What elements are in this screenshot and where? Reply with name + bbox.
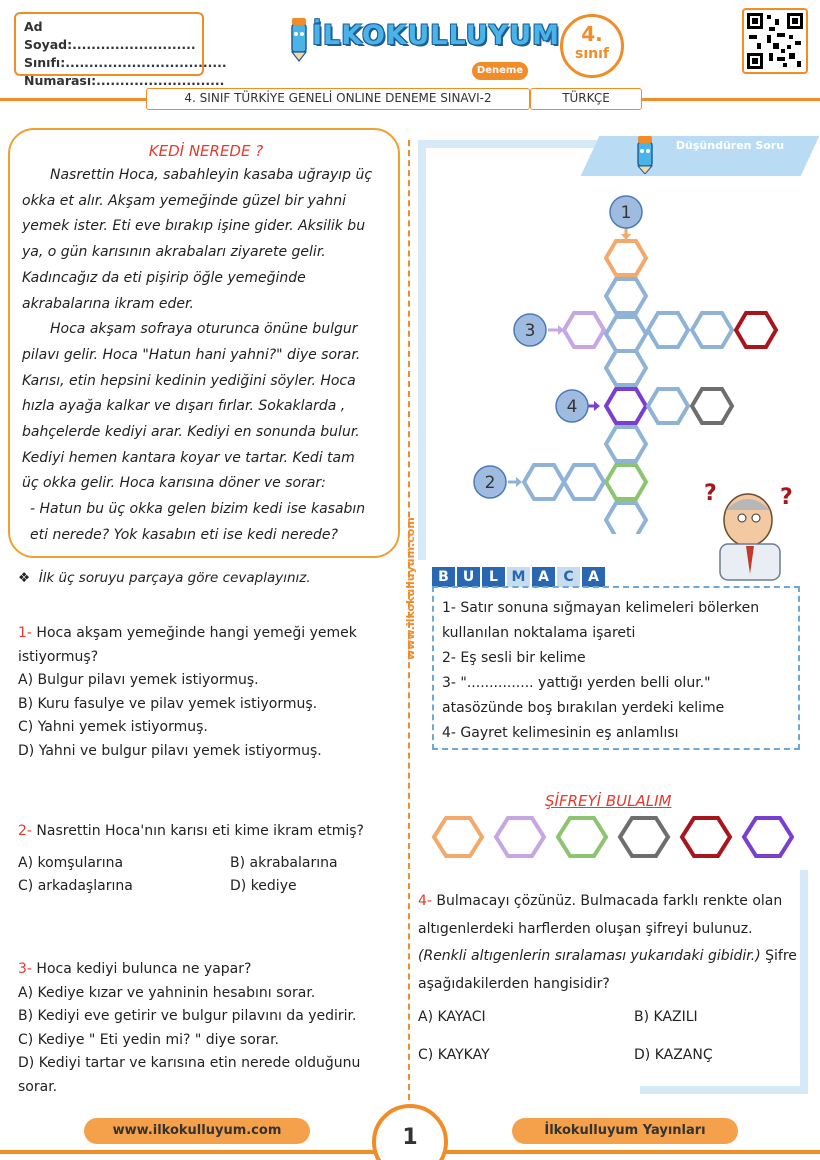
hexagon-cell	[496, 818, 544, 856]
frame-decoration	[640, 1086, 808, 1094]
footer-site-link[interactable]: www.ilkokulluyum.com	[84, 1118, 310, 1144]
option-d[interactable]: D) kediye	[230, 878, 297, 894]
hexagon-cell	[606, 427, 646, 461]
story-box	[8, 128, 400, 558]
option-b[interactable]: B) akrabalarına	[230, 854, 338, 871]
story-line: pilavı gelir. Hoca "Hatun hani yahni?" diye sorar.	[22, 346, 361, 363]
sifre-title: ŞİFREYİ BULALIM	[545, 792, 672, 810]
vertical-site-text: www.ilkokulluyum.com	[404, 517, 417, 660]
clue-line: 2- Eş sesli bir kelime	[442, 650, 586, 666]
option-c[interactable]: C) KAYKAY	[418, 1046, 490, 1063]
qr-code-icon	[747, 13, 803, 69]
story-line: Nasrettin Hoca, sabahleyin kasaba uğrayıp üç	[50, 167, 373, 183]
question-number: 1-	[18, 625, 32, 641]
option-b[interactable]: B) Kediyi eve getirir ve bulgur pilavını da yedirir.	[18, 1008, 357, 1024]
arrow-right-icon	[594, 401, 600, 411]
hexagon-cell	[606, 389, 646, 423]
story-line: üç okka gelir. Hoca karısına döner ve sorar:	[22, 475, 326, 492]
story-line: Kadıncağız da eti pişirip öğle yemeğinde	[22, 269, 306, 286]
story-line: bahçelerde kediyi arar. Kediyi en sonunda bulur.	[22, 424, 360, 441]
option-c[interactable]: C) arkadaşlarına	[18, 878, 133, 894]
logo	[282, 10, 560, 80]
story-body	[22, 163, 390, 549]
title-letter: A	[582, 567, 605, 587]
story-line: akrabalarına ikram eder.	[22, 295, 194, 312]
option-d[interactable]: D) KAZANÇ	[634, 1046, 713, 1063]
clue-line: 4- Gayret kelimesinin eş anlamlısı	[442, 725, 679, 741]
hexagon-cell	[692, 313, 732, 347]
title-letter: C	[557, 567, 580, 587]
number-field: Numarası:...........................	[24, 73, 225, 88]
hexagon-cell	[744, 818, 792, 856]
question-3-stem	[18, 958, 394, 982]
logo-text: İLKOKULLUYUM	[312, 20, 560, 51]
hexagon-cell	[736, 313, 776, 347]
question-number: 4-	[418, 893, 432, 909]
story-line: Kediyi hemen kantara koyar ve tartar. Kedi tam	[22, 449, 355, 466]
page-number: 1	[372, 1104, 448, 1160]
exam-title: 4. SINIF TÜRKİYE GENELİ ONLINE DENEME SINAVI-2	[146, 88, 530, 110]
hexagon-cell	[620, 818, 668, 856]
question-1	[18, 622, 398, 763]
hexagon-cell	[606, 503, 646, 534]
hexagon-cell	[558, 818, 606, 856]
hexagon-cell	[606, 351, 646, 385]
arrow-right-icon	[558, 325, 564, 335]
subject-label: TÜRKÇE	[530, 88, 642, 110]
student-info-box	[14, 12, 227, 88]
story-line: eti nerede? Yok kasabın eti ise kedi nerede?	[30, 526, 338, 543]
hexagon-cell	[524, 465, 564, 499]
option-b[interactable]: B) Kuru fasulye ve pilav yemek istiyormuş.	[18, 695, 318, 712]
options	[18, 852, 403, 899]
name-field: Ad Soyad:..........................	[24, 19, 196, 52]
option-a[interactable]: A) komşularına	[18, 854, 124, 871]
story-line: ya, o gün karısının akrabaları ziyarete gelir.	[22, 244, 326, 261]
clue-line: atasözünde boş bırakılan yerdeki kelime	[442, 700, 725, 716]
svg-text:?: ?	[704, 481, 717, 506]
question-2	[18, 820, 403, 899]
question-3	[18, 958, 394, 1099]
story-title: KEDİ NEREDE ?	[148, 142, 264, 160]
think-tag-text: Düşündüren Soru	[675, 139, 785, 152]
hexagon-cell	[606, 465, 646, 499]
story-line: hızla ayağa kalkar ve dışarı fırlar. Sokaklarda ,	[22, 398, 346, 415]
question-number: 3-	[18, 961, 32, 977]
instruction	[18, 570, 311, 586]
question-number: 2-	[18, 823, 32, 839]
title-letter: M	[507, 567, 530, 587]
bulmaca-clues	[432, 586, 800, 750]
option-a[interactable]: A) KAYACI	[418, 1009, 486, 1025]
title-letter: A	[532, 567, 555, 587]
grade-label: sınıf	[575, 46, 609, 62]
arrow-right-icon	[516, 477, 522, 487]
bulmaca-title	[432, 567, 607, 587]
cipher-hexagons	[430, 812, 794, 862]
hexagon-cell	[606, 317, 646, 351]
clue-line: kullanılan noktalama işareti	[442, 625, 636, 641]
number-label: 4	[566, 397, 578, 417]
question-text: Bulmacayı çözünüz. Bulmacada farklı renkte olan altıgenlerdeki harflerden oluşan şifreyi bulunuz.	[418, 893, 783, 937]
qr-code[interactable]	[742, 8, 808, 74]
question-4	[418, 888, 804, 1069]
question-text: Hoca akşam yemeğinde hangi yemeği yemek istiyormuş?	[18, 625, 357, 665]
grade-number: 4.	[581, 22, 603, 46]
hexagon-cell	[606, 279, 646, 313]
story-line: yemek ister. Eti eve bırakıp işine gider. Aksilik bu	[22, 218, 366, 235]
number-label: 3	[524, 321, 536, 341]
option-a[interactable]: A) Kediye kızar ve yahninin hesabını sorar.	[18, 984, 316, 1001]
options	[418, 1004, 804, 1069]
question-text: Nasrettin Hoca'nın karısı eti kime ikram etmiş?	[31, 823, 364, 839]
title-letter: L	[482, 567, 505, 587]
frame-decoration	[418, 140, 426, 560]
question-2-stem	[18, 820, 403, 844]
story-line: Karısı, etin hepsini kedinin yediğini söyler. Hoca	[22, 372, 356, 389]
logo-badge: Deneme	[472, 62, 528, 80]
number-label: 2	[484, 473, 496, 493]
class-field: Sınıfı:..................................	[24, 55, 227, 70]
option-b[interactable]: B) KAZILI	[634, 1009, 698, 1025]
grade-badge	[560, 14, 624, 78]
pencil-mascot-icon	[632, 134, 658, 174]
title-letter: U	[457, 567, 480, 587]
story-line: - Hatun bu üç okka gelen bizim kedi ise kasabın	[30, 501, 366, 518]
svg-text:?: ?	[780, 485, 793, 510]
option-c[interactable]: C) Yahni yemek istiyormuş.	[18, 719, 208, 735]
question-4-stem	[418, 888, 804, 998]
diamond-bullet-icon: ❖	[18, 570, 39, 586]
story-line: Hoca akşam sofraya oturunca önüne bulgur	[50, 321, 358, 338]
option-a[interactable]: A) Bulgur pilavı yemek istiyormuş.	[18, 672, 259, 688]
clue-line: 1- Satır sonuna sığmayan kelimeleri bölerken	[442, 600, 760, 616]
hexagon-cell	[564, 313, 604, 347]
hexagon-cell	[648, 313, 688, 347]
pencil-mascot-icon	[284, 14, 314, 62]
hexagon-cell	[564, 465, 604, 499]
hexagon-cell	[606, 241, 646, 275]
clue-line: 3- "............... yattığı yerden belli olur."	[442, 675, 711, 691]
question-note: (Renkli altıgenlerin sıralaması yukarıdaki gibidir.)	[418, 948, 761, 964]
footer-publisher: İlkokulluyum Yayınları	[512, 1118, 738, 1144]
hexagon-cell	[692, 389, 732, 423]
title-letter: B	[432, 567, 455, 587]
number-label: 1	[620, 203, 632, 223]
option-d[interactable]: D) Kediyi tartar ve karısına etin nerede olduğunu sorar.	[18, 1055, 361, 1095]
question-text-end: Şifre aşağıdakilerden hangisidir?	[418, 948, 797, 992]
frame-decoration	[418, 140, 598, 148]
story-line: okka et alır. Akşam yemeğinde güzel bir yahni	[22, 192, 347, 209]
instruction-text: İlk üç soruyu parçaya göre cevaplayınız.	[38, 570, 311, 586]
hexagon-cell	[648, 389, 688, 423]
hexagon-cell	[434, 818, 482, 856]
option-c[interactable]: C) Kediye " Eti yedin mi? " diye sorar.	[18, 1031, 280, 1048]
hexagon-cell	[682, 818, 730, 856]
question-text: Hoca kediyi bulunca ne yapar?	[31, 961, 252, 977]
option-d[interactable]: D) Yahni ve bulgur pilavı yemek istiyormuş.	[18, 742, 322, 759]
thinking-man-icon	[690, 474, 810, 584]
question-1-stem	[18, 622, 398, 669]
